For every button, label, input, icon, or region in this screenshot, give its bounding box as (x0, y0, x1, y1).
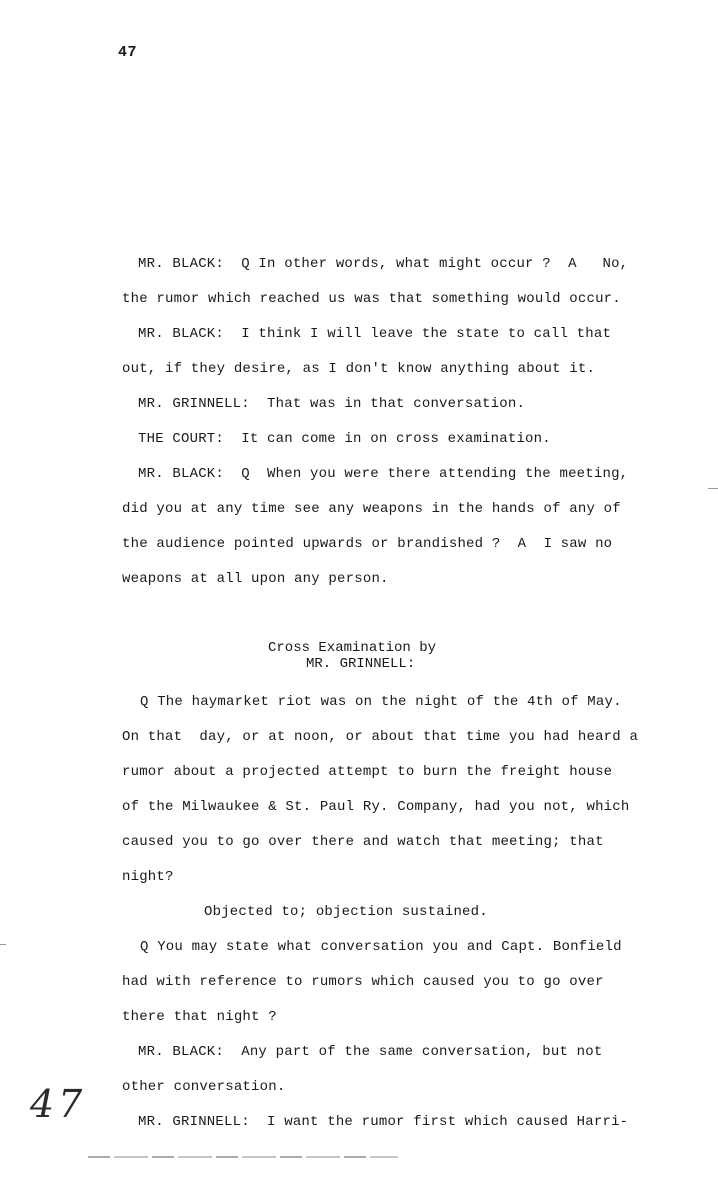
text-line: had with reference to rumors which caused you to go over (122, 974, 604, 990)
objection-line: Objected to; objection sustained. (204, 904, 488, 920)
text-line: night? (122, 869, 174, 885)
text-line: weapons at all upon any person. (122, 571, 389, 587)
text-line: MR. BLACK: Any part of the same conversation, but not (138, 1044, 603, 1060)
text-line: the rumor which reached us was that something would occur. (122, 291, 621, 307)
text-line: the audience pointed upwards or brandished ? A I saw no (122, 536, 613, 552)
section-heading: Cross Examination by (268, 640, 437, 656)
text-line: there that night ? (122, 1009, 277, 1025)
scan-artifact (0, 944, 6, 945)
text-line: MR. BLACK: I think I will leave the state to call that (138, 326, 612, 342)
text-line: of the Milwaukee & St. Paul Ry. Company, had you not, which (122, 799, 630, 815)
text-line: MR. BLACK: Q In other words, what might occur ? A No, (138, 256, 629, 272)
text-line: Q You may state what conversation you and Capt. Bonfield (140, 939, 622, 955)
text-line: other conversation. (122, 1079, 286, 1095)
text-line: Q The haymarket riot was on the night of the 4th of May. (140, 694, 622, 710)
handwritten-page-number: 47 (30, 1082, 87, 1126)
scan-artifact (708, 488, 718, 489)
page-number: 47 (118, 44, 138, 61)
text-line: did you at any time see any weapons in the hands of any of (122, 501, 621, 517)
text-line: MR. BLACK: Q When you were there attending the meeting, (138, 466, 629, 482)
text-line: MR. GRINNELL: I want the rumor first which caused Harri- (138, 1114, 629, 1130)
section-heading-examiner: MR. GRINNELL: (306, 656, 416, 672)
text-line: On that day, or at noon, or about that time you had heard a (122, 729, 639, 745)
text-line: caused you to go over there and watch that meeting; that (122, 834, 604, 850)
text-line: out, if they desire, as I don't know anything about it. (122, 361, 596, 377)
bottom-rule (88, 1156, 398, 1158)
text-line: MR. GRINNELL: That was in that conversation. (138, 396, 526, 412)
text-line: THE COURT: It can come in on cross examination. (138, 431, 551, 447)
text-line: rumor about a projected attempt to burn the freight house (122, 764, 613, 780)
